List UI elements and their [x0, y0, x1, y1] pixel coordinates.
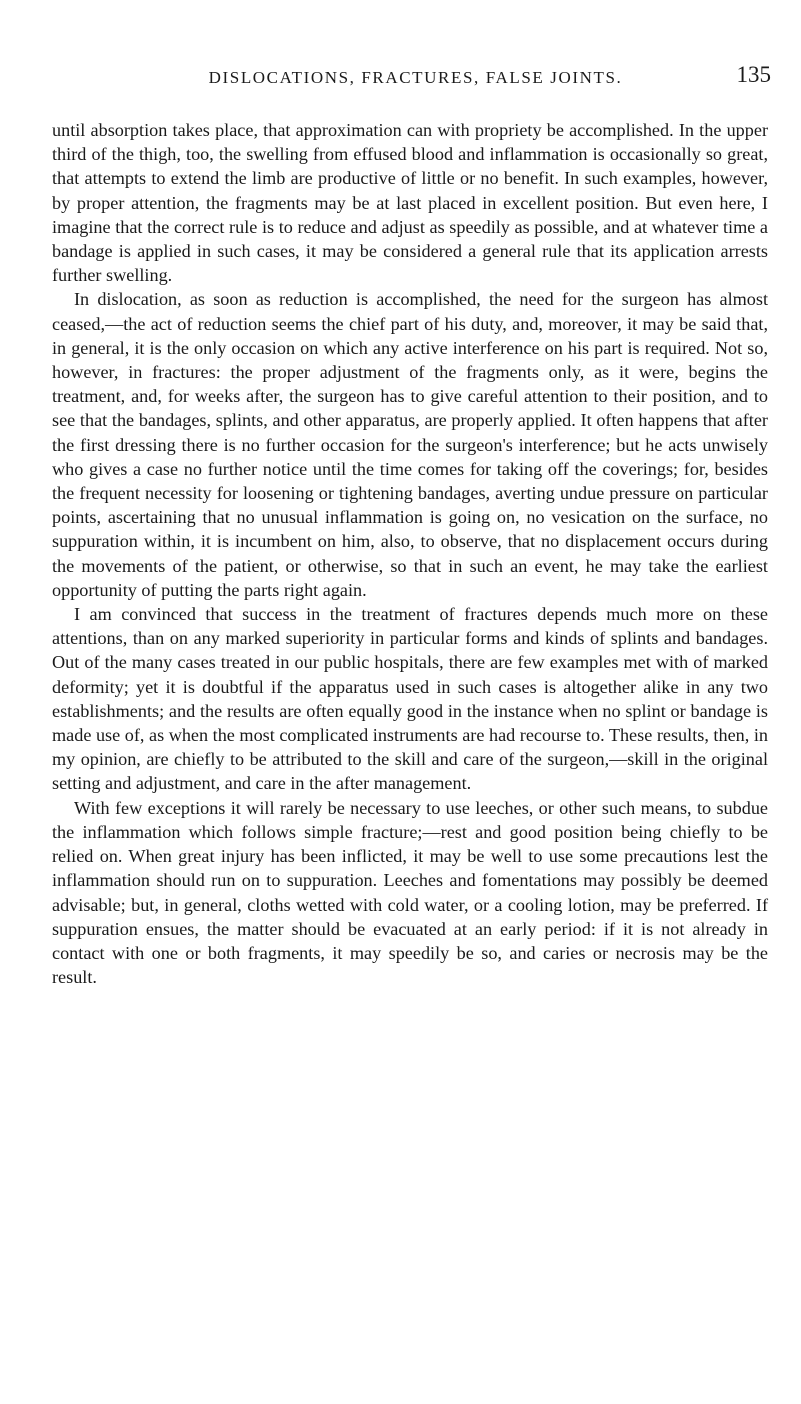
body-text: [52, 118, 768, 989]
paragraph-success: I am convinced that success in the treatment of fractures depends much more on these attentions, than on any marked superiority in particular forms and kinds of splints and bandages. Out of the many cases treated in our public hospitals, there are few examples met with of marked deformity; yet it is doubtful if the apparatus used in such cases is altogether alike in any two establishments; and the results are often equally good in the instance when no splint or bandage is made use of, as when the most complicated instruments are had recourse to. These results, then, in my opinion, are chiefly to be attributed to the skill and care of the surgeon,—skill in the original setting and adjustment, and care in the after management.: [52, 604, 768, 794]
page-number: 135: [736, 62, 771, 87]
paragraph-continuation: until absorption takes place, that approximation can with propriety be accomplished. In the upper third of the thigh, too, the swelling from effused blood and inflammation is occasionally so great, that attempts to extend the limb are productive of little or no benefit. In such examples, however, by proper attention, the fragments may be at last placed in excellent position. But even here, I imagine that the correct rule is to reduce and adjust as speedily as possible, and at whatever time a bandage is applied in such cases, it may be considered a general rule that its application arrests further swelling.: [52, 120, 768, 286]
running-title: DISLOCATIONS, FRACTURES, FALSE JOINTS.: [208, 68, 623, 87]
paragraph-leeches: With few exceptions it will rarely be necessary to use leeches, or other such means, to subdue the inflammation which follows simple fracture;—rest and good position being chiefly to be relied on. When great injury has been inflicted, it may be well to use some precautions lest the inflammation should run on to suppuration. Leeches and fomentations may possibly be deemed advisable; but, in general, cloths wetted with cold water, or a cooling lotion, may be preferred. If suppuration ensues, the matter should be evacuated at an early period: if it is not already in contact with one or both fragments, it may speedily be so, and caries or necrosis may be the result.: [52, 797, 768, 988]
running-head: [60, 62, 771, 102]
paragraph-dislocation: In dislocation, as soon as reduction is accomplished, the need for the surgeon has almost ceased,—the act of reduction seems the chief part of his duty, and, moreover, it may be said that, in general, it is the only occasion on which any active interference on his part is required. Not so, however, in fractures: the proper adjustment of the fragments only, as it were, begins the treatment, and, for weeks after, the surgeon has to give careful attention to their position, and to see that the bandages, splints, and other apparatus, are properly applied. It often happens that after the first dressing there is no further occasion for the surgeon's interference; but he acts unwisely who gives a case no further notice until the time comes for taking off the coverings; for, besides the frequent necessity for loosening or tightening bandages, averting undue pressure on particular points, ascertaining that no unusual inflammation is going on, no vesication on the surface, no suppuration within, it is incumbent on him, also, to observe, that no displacement occurs during the movements of the patient, or otherwise, so that in such an event, he may take the earliest opportunity of putting the parts right again.: [52, 289, 768, 600]
